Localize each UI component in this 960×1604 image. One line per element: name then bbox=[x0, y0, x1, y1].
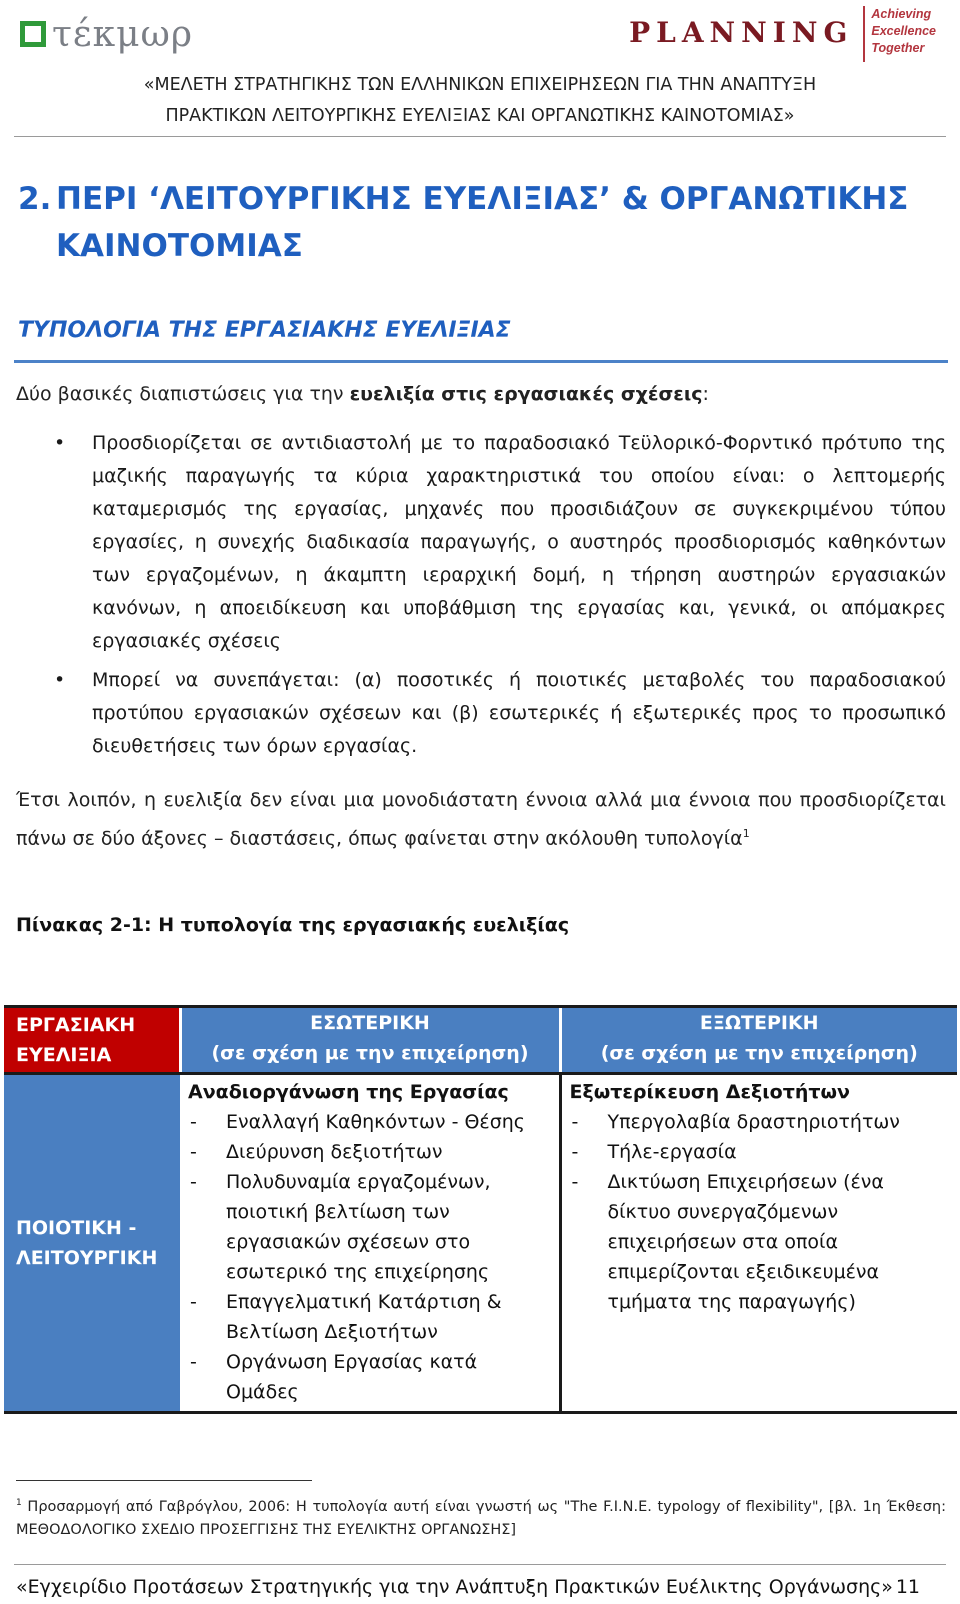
dash-marker: - bbox=[190, 1351, 197, 1373]
section-heading bbox=[18, 176, 948, 270]
dash-marker: - bbox=[190, 1111, 197, 1133]
subsection-rule bbox=[14, 360, 948, 363]
list-item-text: Υπεργολαβία δραστηριοτήτων bbox=[607, 1111, 900, 1133]
cell-list bbox=[188, 1107, 551, 1407]
subtitle-line: ΠΡΑΚΤΙΚΩΝ ΛΕΙΤΟΥΡΓΙΚΗΣ ΕΥΕΛΙΞΙΑΣ ΚΑΙ ΟΡΓΑΝΩΤΙΚΗΣ ΚΑΙΝΟΤΟΜΙΑΣ» bbox=[165, 106, 795, 126]
column-header-title: ΕΞΩΤΕΡΙΚΗ bbox=[699, 1012, 819, 1034]
column-header-title: ΕΣΩΤΕΡΙΚΗ bbox=[310, 1012, 430, 1034]
logo-square-icon bbox=[20, 21, 46, 47]
intro-text: Δύο βασικές διαπιστώσεις για την bbox=[16, 383, 350, 405]
list-item-text: Επαγγελματική Κατάρτιση & Βελτίωση Δεξιοτήτων bbox=[226, 1291, 502, 1343]
list-item-text: Εναλλαγή Καθηκόντων - Θέσης bbox=[226, 1111, 525, 1133]
column-header-subtitle: (σε σχέση με την επιχείρηση) bbox=[211, 1042, 529, 1064]
list-item-text: Μπορεί να συνεπάγεται: (α) ποσοτικές ή ποιοτικές μεταβολές του παραδοσιακού προτύπου εργασιακών σχέσεων και (β) εσωτερικές ή εξωτερικές προς το προσωπικό διευθετήσεις των όρων εργασίας. bbox=[92, 669, 946, 757]
tagline-line: Together bbox=[871, 41, 925, 55]
footer-title: «Εγχειρίδιο Προτάσεων Στρατηγικής για την Ανάπτυξη Πρακτικών Ευέλικτης Οργάνωσης» bbox=[16, 1576, 893, 1598]
corner-label: ΕΥΕΛΙΞΙΑ bbox=[16, 1044, 112, 1066]
body-paragraph bbox=[16, 784, 946, 855]
footnote-reference[interactable]: 1 bbox=[742, 827, 750, 840]
dash-marker: - bbox=[190, 1141, 197, 1163]
tekmor-logo-text: τέκμωρ bbox=[52, 13, 193, 55]
column-header-subtitle: (σε σχέση με την επιχείρηση) bbox=[600, 1042, 918, 1064]
section-title-line: ΠΕΡΙ ‘ΛΕΙΤΟΥΡΓΙΚΗΣ ΕΥΕΛΙΞΙΑΣ’ & ΟΡΓΑΝΩΤΙΚΗΣ bbox=[56, 181, 909, 217]
page-number: 11 bbox=[895, 1576, 920, 1598]
body-paragraph-text: Έτσι λοιπόν, η ευελιξία δεν είναι μια μονοδιάστατη έννοια αλλά μια έννοια που προσδιορίζεται πάνω σε δύο άξονες – διαστάσεις, όπως φαίνεται στην ακόλουθη τυπολογία bbox=[16, 789, 946, 850]
footnote-separator bbox=[16, 1480, 312, 1481]
table-row bbox=[4, 1074, 957, 1413]
column-header-external bbox=[560, 1007, 957, 1074]
footnote bbox=[16, 1492, 946, 1542]
column-header-internal bbox=[180, 1007, 560, 1074]
tekmor-logo bbox=[20, 14, 193, 54]
list-item bbox=[570, 1137, 950, 1167]
list-item bbox=[16, 427, 946, 658]
table-caption: Πίνακας 2-1: Η τυπολογία της εργασιακής ευελιξίας bbox=[16, 914, 570, 936]
list-item-text: Διεύρυνση δεξιοτήτων bbox=[226, 1141, 443, 1163]
cell-internal-qualitative bbox=[180, 1074, 560, 1413]
footnote-text: Προσαρμογή από Γαβρόγλου, 2006: Η τυπολογία αυτή είναι γνωστή ως "The F.I.N.E. typology of flexibility", [βλ. 1η Έκθεση: ΜΕΘΟΔΟΛΟΓΙΚΟ ΣΧΕΔΙΟ ΠΡΟΣΕΓΓΙΣΗΣ ΤΗΣ ΕΥΕΛΙΚΤΗΣ ΟΡΓΑΝΩΣΗΣ] bbox=[16, 1498, 947, 1538]
planning-logo-text: PLANNING bbox=[629, 16, 854, 49]
document-subtitle bbox=[0, 70, 960, 132]
list-item bbox=[570, 1167, 950, 1317]
table-corner-cell bbox=[4, 1007, 180, 1074]
section-number: 2. bbox=[18, 181, 52, 217]
list-item-text: Προσδιορίζεται σε αντιδιαστολή με το παραδοσιακό Τεϋλορικό-Φορντικό πρότυπο της μαζικής παραγωγής τα κύρια χαρακτηριστικά του οποίου είναι: ο λεπτομερής καταμερισμός της εργασίας, μηχανές που προσιδιάζουν σε συγκεκριμένου τύπου εργασίες, η συνεχής διαδικασία παραγωγής, ο αυστηρός προσδιορισμός καθηκόντων των εργαζομένων, η άκαμπτη ιεραρχική δομή, η τήρηση αυστηρών εργασιακών κανόνων, η αποειδίκευση και υποβάθμιση της εργασίας και, γενικά, οι απόμακρες εργασιακές σχέσεις bbox=[92, 432, 946, 652]
tagline-line: Achieving bbox=[871, 7, 932, 21]
list-item bbox=[188, 1347, 551, 1407]
list-item bbox=[188, 1167, 551, 1287]
planning-tagline bbox=[871, 6, 936, 57]
cell-title: Εξωτερίκευση Δεξιοτήτων bbox=[569, 1081, 850, 1103]
intro-paragraph bbox=[16, 378, 946, 411]
list-item bbox=[188, 1287, 551, 1347]
logo-divider bbox=[863, 6, 865, 62]
list-item-text: Τήλε-εργασία bbox=[607, 1141, 737, 1163]
cell-list bbox=[570, 1107, 950, 1317]
list-item bbox=[16, 664, 946, 763]
subtitle-line: «ΜΕΛΕΤΗ ΣΤΡΑΤΗΓΙΚΗΣ ΤΩΝ ΕΛΛΗΝΙΚΩΝ ΕΠΙΧΕΙΡΗΣΕΩΝ ΓΙΑ ΤΗΝ ΑΝΑΠΤΥΞΗ bbox=[143, 75, 817, 95]
cell-title: Αναδιοργάνωση της Εργασίας bbox=[188, 1081, 509, 1103]
table-header-row bbox=[4, 1007, 957, 1074]
tagline-line: Excellence bbox=[871, 24, 936, 38]
bullet-icon: • bbox=[54, 669, 66, 691]
footer-divider bbox=[14, 1564, 946, 1565]
bullet-list bbox=[16, 427, 946, 769]
cell-external-qualitative bbox=[560, 1074, 957, 1413]
list-item bbox=[188, 1137, 551, 1167]
bullet-icon: • bbox=[54, 432, 66, 454]
footnote-number: 1 bbox=[16, 1498, 22, 1508]
intro-bold-text: ευελιξία στις εργασιακές σχέσεις bbox=[349, 383, 703, 405]
row-header-label: ΠΟΙΟΤΙΚΗ - bbox=[16, 1217, 137, 1239]
section-title-line: ΚΑΙΝΟΤΟΜΙΑΣ bbox=[56, 228, 303, 264]
list-item-text: Πολυδυναμία εργαζομένων, ποιοτική βελτίωση των εργασιακών σχέσεων στο εσωτερικό της επιχείρησης bbox=[226, 1171, 491, 1283]
header-divider bbox=[14, 136, 946, 137]
list-item-text: Δικτύωση Επιχειρήσεων (ένα δίκτυο συνεργαζόμενων επιχειρήσεων στα οποία επιμερίζονται εξειδικευμένα τμήματα της παραγωγής) bbox=[607, 1171, 884, 1313]
list-item bbox=[188, 1107, 551, 1137]
corner-label: ΕΡΓΑΣΙΑΚΗ bbox=[16, 1014, 136, 1036]
dash-marker: - bbox=[571, 1141, 579, 1163]
intro-suffix: : bbox=[702, 383, 709, 405]
list-item-text: Οργάνωση Εργασίας κατά Ομάδες bbox=[226, 1351, 478, 1403]
subsection-heading: ΤΥΠΟΛΟΓΙΑ ΤΗΣ ΕΡΓΑΣΙΑΚΗΣ ΕΥΕΛΙΞΙΑΣ bbox=[18, 318, 511, 343]
dash-marker: - bbox=[571, 1111, 579, 1133]
dash-marker: - bbox=[190, 1171, 197, 1193]
row-header-label: ΛΕΙΤΟΥΡΓΙΚΗ bbox=[16, 1247, 158, 1269]
list-item bbox=[570, 1107, 950, 1137]
dash-marker: - bbox=[190, 1291, 197, 1313]
planning-logo bbox=[629, 6, 936, 62]
row-header-qualitative bbox=[4, 1074, 180, 1413]
dash-marker: - bbox=[571, 1171, 579, 1193]
flexibility-typology-table bbox=[4, 1005, 957, 1414]
